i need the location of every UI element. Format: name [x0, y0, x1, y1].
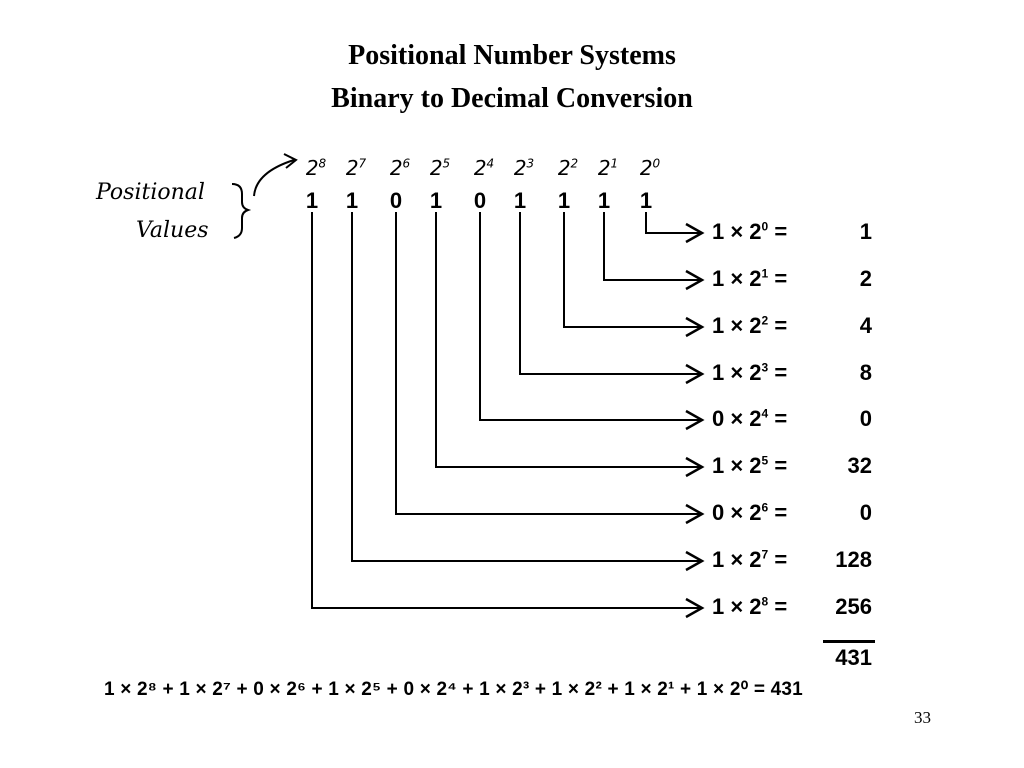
conversion-term: $0 \times 2^6$ = [712, 500, 788, 525]
binary-digit: 1 [305, 188, 319, 213]
power-label: $2^8$ [305, 156, 327, 180]
binary-digit: 1 [513, 188, 527, 213]
title-line-2: Binary to Decimal Conversion [331, 83, 693, 114]
binary-digit: 1 [557, 188, 571, 213]
connector-line [520, 212, 700, 374]
binary-digit: 1 [429, 188, 443, 213]
expansion-equation: 1 × 2⁸ + 1 × 2⁷ + 0 × 2⁶ + 1 × 2⁵ + 0 × 2⁴ + 1 × 2³ + 1 × 2² + 1 × 2¹ + 1 × 2⁰ = 431 [104, 679, 803, 700]
page-number: 33 [914, 708, 931, 727]
term-value: 8 [859, 360, 872, 385]
total-value: 431 [835, 645, 872, 670]
power-label: $2^2$ [557, 156, 579, 180]
conversion-term: $0 \times 2^4$ = [712, 406, 788, 431]
title-line-1: Positional Number Systems [348, 40, 676, 71]
connector-line [352, 212, 700, 561]
term-value: 1 [859, 219, 872, 244]
term-value: 0 [859, 500, 872, 525]
annotation-brace [232, 184, 248, 238]
conversion-term: $1 \times 2^2$ = [712, 313, 788, 338]
conversion-term: $1 \times 2^8$ = [712, 594, 788, 619]
connector-line [604, 212, 700, 280]
power-label: $2^3$ [513, 156, 535, 180]
power-label: $2^4$ [473, 156, 495, 180]
connector-line [396, 212, 700, 514]
term-value: 32 [847, 453, 872, 478]
term-value: 2 [859, 266, 872, 291]
binary-digit: 1 [597, 188, 611, 213]
annotation-line-2: Values [136, 218, 209, 243]
conversion-term: $1 \times 2^3$ = [712, 360, 788, 385]
term-value: 256 [835, 594, 872, 619]
connector-line [564, 212, 700, 327]
power-label: $2^5$ [429, 156, 451, 180]
power-label: $2^1$ [597, 156, 619, 180]
connector-line [312, 212, 700, 608]
conversion-term: $1 \times 2^0$ = [712, 219, 788, 244]
connector-line [480, 212, 700, 420]
power-label: $2^6$ [389, 156, 411, 180]
term-value: 4 [859, 313, 872, 338]
power-label: $2^7$ [345, 156, 367, 180]
connector-line [436, 212, 700, 467]
term-value: 128 [835, 547, 872, 572]
binary-digit: 0 [389, 188, 403, 213]
conversion-term: $1 \times 2^7$ = [712, 547, 788, 572]
binary-digit: 1 [345, 188, 359, 213]
sum-line [823, 640, 875, 643]
conversion-term: $1 \times 2^1$ = [712, 266, 788, 291]
power-label: $2^0$ [639, 156, 661, 180]
conversion-term: $1 \times 2^5$ = [712, 453, 788, 478]
annotation-line-1: Positional [96, 180, 205, 205]
binary-digit: 1 [639, 188, 653, 213]
connector-line [646, 212, 700, 233]
term-value: 0 [859, 406, 872, 431]
binary-digit: 0 [473, 188, 487, 213]
